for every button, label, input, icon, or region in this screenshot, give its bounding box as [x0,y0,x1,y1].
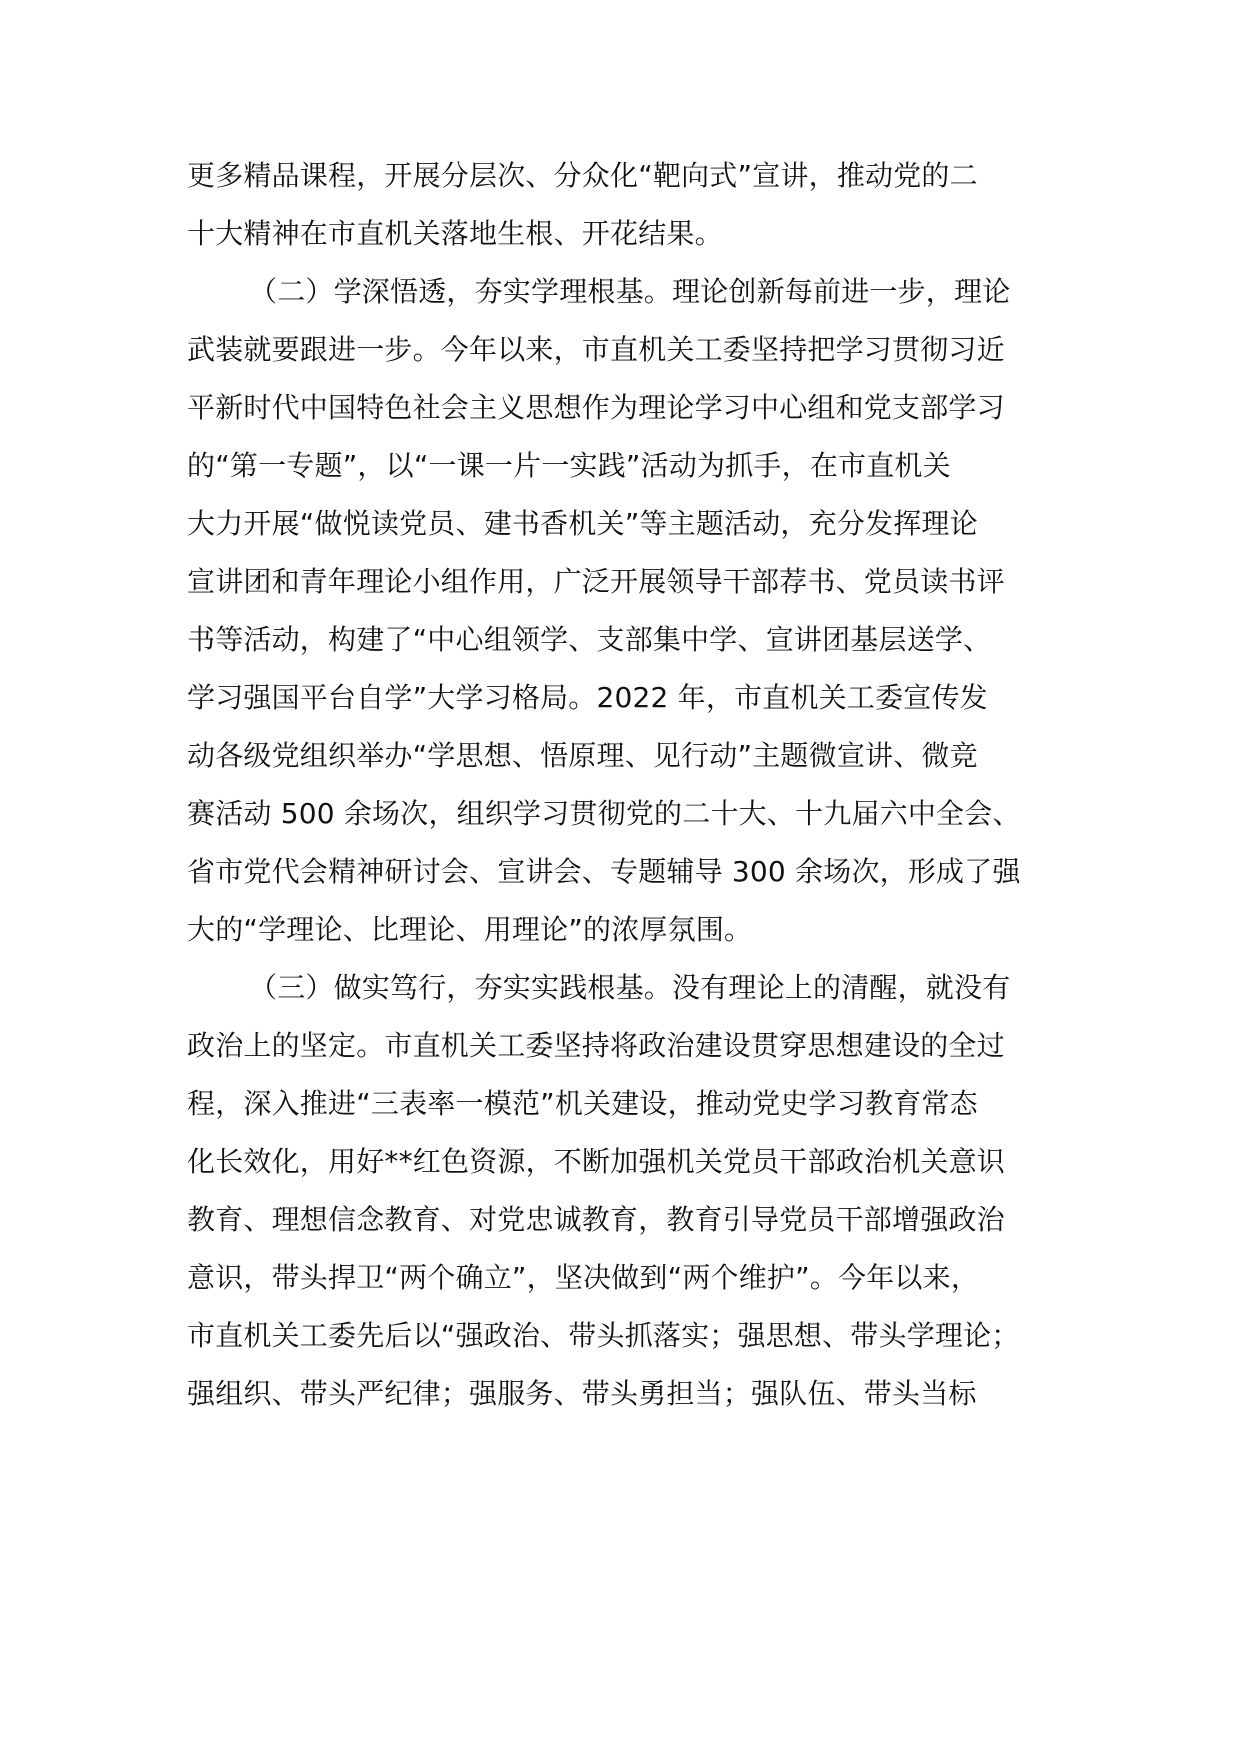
text-line: 程，深入推进“三表率一模范”机关建设，推动党史学习教育常态 [187,1087,978,1120]
text-line: 大力开展“做悦读党员、建书香机关”等主题活动，充分发挥理论 [187,507,978,540]
text-line: 省市党代会精神研讨会、宣讲会、专题辅导 300 余场次，形成了强 [187,855,1021,888]
text-line: 更多精品课程，开展分层次、分众化“靶向式”宣讲，推动党的二 [187,159,978,192]
text-line: 动各级党组织举办“学思想、悟原理、见行动”主题微宣讲、微竞 [187,739,978,772]
text-line: 武装就要跟进一步。今年以来，市直机关工委坚持把学习贯彻习近 [187,333,1005,366]
text-line: 赛活动 500 余场次，组织学习贯彻党的二十大、十九届六中全会、 [187,797,1021,830]
text-line: 市直机关工委先后以“强政治、带头抓落实；强思想、带头学理论； [187,1319,1020,1352]
section-heading-line: （二）学深悟透，夯实学理根基。理论创新每前进一步，理论 [249,275,1011,308]
text-line: 化长效化，用好**红色资源，不断加强机关党员干部政治机关意识 [187,1145,1006,1178]
text-line: 书等活动，构建了“中心组领学、支部集中学、宣讲团基层送学、 [187,623,992,656]
text-line: 大的“学理论、比理论、用理论”的浓厚氛围。 [187,913,753,946]
text-line: 教育、理想信念教育、对党忠诚教育，教育引导党员干部增强政治 [187,1203,1005,1236]
text-line: 学习强国平台自学”大学习格局。2022 年，市直机关工委宣传发 [187,681,988,714]
text-line: 的“第一专题”，以“一课一片一实践”活动为抓手，在市直机关 [187,449,951,482]
text-line: 宣讲团和青年理论小组作用，广泛开展领导干部荐书、党员读书评 [187,565,1005,598]
text-line: 十大精神在市直机关落地生根、开花结果。 [187,217,723,250]
section-heading-line: （三）做实笃行，夯实实践根基。没有理论上的清醒，就没有 [249,971,1011,1004]
text-line: 平新时代中国特色社会主义思想作为理论学习中心组和党支部学习 [187,391,1005,424]
text-line: 政治上的坚定。市直机关工委坚持将政治建设贯穿思想建设的全过 [187,1029,1005,1062]
text-line: 意识，带头捍卫“两个确立”，坚决做到“两个维护”。今年以来， [187,1261,980,1294]
text-line: 强组织、带头严纪律；强服务、带头勇担当；强队伍、带头当标 [187,1377,977,1410]
